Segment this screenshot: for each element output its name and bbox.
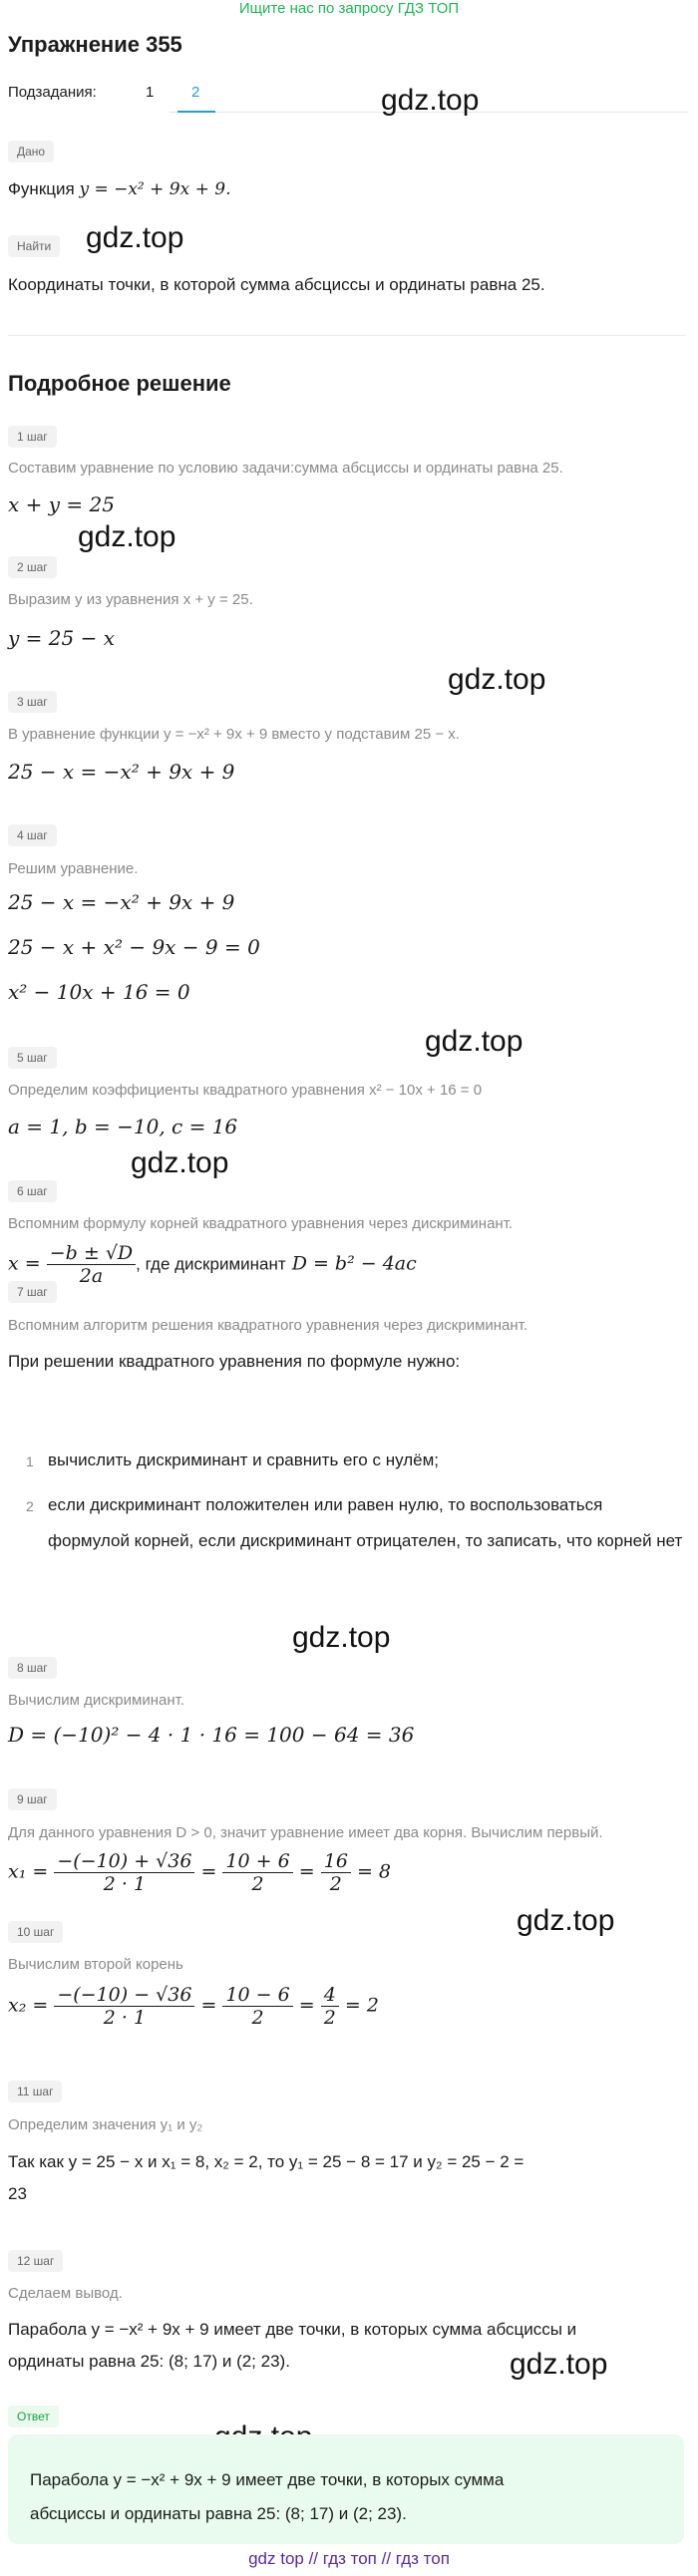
watermark: gdz.top xyxy=(86,221,184,254)
given-text: Функция y = −x² + 9x + 9. xyxy=(8,179,231,199)
list-item-number: 2 xyxy=(26,1498,34,1514)
step-badge: 7 шаг xyxy=(8,1281,57,1303)
conclusion-text: Парабола y = −x² + 9x + 9 имеет две точки, в которых сумма абсциссы и xyxy=(8,2320,577,2339)
step-note: Для данного уравнения D > 0, значит уравнение имеет два корня. Вычислим первый. xyxy=(8,1824,603,1841)
step-equation: y = 25 − x xyxy=(8,626,115,650)
step-badge: 2 шаг xyxy=(8,556,57,578)
step-note: Сделаем вывод. xyxy=(8,2285,123,2302)
step-note: Вспомним алгоритм решения квадратного уравнения через дискриминант. xyxy=(8,1317,528,1334)
step-equation: x + y = 25 xyxy=(8,492,115,516)
step-equation: 25 − x + x² − 9x − 9 = 0 xyxy=(8,935,260,959)
subtask-tab-2[interactable]: 2 xyxy=(191,84,200,101)
step-equation: D = (−10)² − 4 · 1 · 16 = 100 − 64 = 36 xyxy=(8,1723,415,1747)
step-badge: 6 шаг xyxy=(8,1180,57,1202)
step-note: Определим значения y₁ и y₂ xyxy=(8,2116,203,2133)
watermark: gdz.top xyxy=(448,663,546,696)
step-note: Решим уравнение. xyxy=(8,860,139,877)
step-equation: 25 − x = −x² + 9x + 9 xyxy=(8,890,235,914)
step-badge: 8 шаг xyxy=(8,1657,57,1679)
algorithm-lead: При решении квадратного уравнения по формуле нужно: xyxy=(8,1352,461,1371)
search-banner[interactable]: Ищите нас по запросу ГДЗ ТОП xyxy=(238,0,460,17)
divider xyxy=(8,335,686,336)
step-note: В уравнение функции y = −x² + 9x + 9 вместо y подставим 25 − x. xyxy=(8,726,460,743)
step-note: Определим коэффициенты квадратного уравнения x² − 10x + 16 = 0 xyxy=(8,1082,483,1099)
answer-box xyxy=(8,2434,684,2544)
step-badge: 5 шаг xyxy=(8,1047,57,1069)
step-badge: 12 шаг xyxy=(8,2250,63,2272)
subtask-tab-1[interactable]: 1 xyxy=(146,84,155,101)
subtask-active-indicator xyxy=(177,111,215,113)
answer-badge: Ответ xyxy=(8,2406,59,2427)
list-item: вычислить дискриминант и сравнить его с нулём; xyxy=(48,1450,440,1469)
step-equation: x₂ = $\frac{-(-10) - √36}{2 \cdot 1}$ = $\frac{10 - 6}{2}$ = $\frac{4}{2}$ = 2 xyxy=(8,1984,379,2029)
watermark: gdz.top xyxy=(517,1904,615,1937)
step-equation: x = $\frac{-b \pm √D}{2a}$ , где дискриминант D = b² − 4ac xyxy=(8,1242,417,1287)
step-badge: 4 шаг xyxy=(8,824,57,846)
step-note: Вычислим второй корень xyxy=(8,1956,183,1973)
given-badge: Дано xyxy=(8,141,54,162)
watermark: gdz.top xyxy=(292,1621,391,1654)
page-title: Упражнение 355 xyxy=(8,32,182,57)
solution-title: Подробное решение xyxy=(8,371,231,396)
conclusion-text: ординаты равна 25: (8; 17) и (2; 23). xyxy=(8,2352,290,2371)
find-text: Координаты точки, в которой сумма абсциссы и ординаты равна 25. xyxy=(8,275,545,294)
step-note: Вычислим дискриминант. xyxy=(8,1692,184,1709)
answer-text: Парабола y = −x² + 9x + 9 имеет две точки, в которых сумма xyxy=(30,2470,505,2489)
step-badge: 11 шаг xyxy=(8,2081,62,2102)
step-badge: 1 шаг xyxy=(8,426,57,448)
watermark: gdz.top xyxy=(425,1025,524,1058)
watermark: gdz.top xyxy=(381,84,480,117)
step-badge: 10 шаг xyxy=(8,1921,63,1943)
list-item-number: 1 xyxy=(26,1453,34,1469)
step-equation: x₁ = $\frac{-(-10) + √36}{2 \cdot 1}$ = $\frac{10 + 6}{2}$ = $\frac{16}{2}$ = 8 xyxy=(8,1850,392,1895)
list-item: если дискриминант положителен или равен нулю, то воспользоваться формулой корней, если дискриминант отрицателен, то записать, что корней нет xyxy=(48,1495,683,1550)
watermark: gdz.top xyxy=(510,2348,608,2381)
step-equation: x² − 10x + 16 = 0 xyxy=(8,980,190,1004)
answer-text: абсциссы и ординаты равна 25: (8; 17) и (2; 23). xyxy=(30,2504,407,2523)
step-text: Так как y = 25 − x и x₁ = 8, x₂ = 2, то y₁ = 25 − 8 = 17 и y₂ = 25 − 2 = xyxy=(8,2152,524,2171)
step-badge: 3 шаг xyxy=(8,691,57,713)
subtasks-label: Подзадания: xyxy=(8,84,97,101)
step-equation: 25 − x = −x² + 9x + 9 xyxy=(8,760,235,784)
step-note: Составим уравнение по условию задачи:сумма абсциссы и ординаты равна 25. xyxy=(8,460,563,477)
footer-links[interactable]: gdz top // гдз топ // гдз топ xyxy=(248,2549,450,2568)
watermark: gdz.top xyxy=(78,520,176,553)
step-badge: 9 шаг xyxy=(8,1788,57,1810)
step-note: Вспомним формулу корней квадратного уравнения через дискриминант. xyxy=(8,1215,514,1232)
step-text: 23 xyxy=(8,2184,27,2203)
step-equation: a = 1, b = −10, c = 16 xyxy=(8,1115,238,1138)
watermark: gdz.top xyxy=(131,1146,229,1179)
step-note: Выразим y из уравнения x + y = 25. xyxy=(8,591,253,608)
find-badge: Найти xyxy=(8,235,60,257)
